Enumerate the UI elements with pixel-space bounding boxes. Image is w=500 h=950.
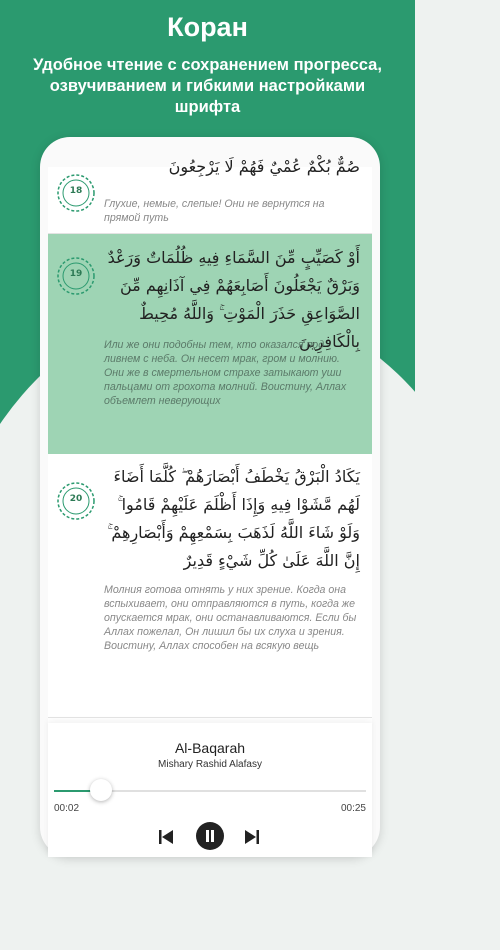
elapsed-time: 00:02 (54, 803, 80, 814)
audio-player (48, 723, 372, 857)
verse-item[interactable] (48, 455, 372, 718)
translation-text: Молния готова отнять у них зрение. Когда она вспыхивает, они отправляются в путь, когда же опускается мрак, они останавливаются. Если бы Аллах пожелал, Он лишил бы их слуха и зрения. Воистину, Аллах способен на всякую вещь (104, 584, 357, 652)
verse-number: 18 (69, 186, 83, 196)
seek-bar[interactable] (54, 790, 366, 792)
total-time: 00:25 (340, 803, 366, 814)
promo-subtitle: Удобное чтение с сохранением прогресса, озвучиванием и гибкими настройками шрифта (33, 56, 382, 116)
phone-frame (40, 137, 380, 857)
arabic-text: يَكَادُ الْبَرْقُ يَخْطَفُ أَبْصَارَهُمْ ۖ كُلَّمَا أَضَاءَ لَهُم مَّشَوْا فِيهِ وَإِذَا أَظْلَمَ عَلَيْهِمْ قَامُوا ۚ وَلَوْ شَاءَ اللَّهُ لَذَهَبَ بِسَمْعِهِمْ وَأَبْصَارِهِمْ ۚ إِنَّ اللَّهَ عَلَىٰ كُلِّ شَيْءٍ قَدِيرٌ (107, 467, 360, 570)
reader-screen[interactable] (48, 157, 372, 857)
surah-title: Al-Baqarah (174, 740, 246, 756)
pause-icon (196, 822, 224, 850)
verse-number: 19 (69, 269, 83, 279)
verse-item[interactable] (48, 137, 372, 234)
translation-text: Глухие, немые, слепые! Они не вернутся на прямой путь (104, 198, 325, 224)
arabic-text: صُمٌّ بُكْمٌ عُمْيٌ فَهُمْ لَا يَرْجِعُونَ (168, 157, 360, 176)
verse-item-active[interactable] (48, 234, 372, 454)
pause-button[interactable] (196, 822, 224, 850)
seek-thumb[interactable] (90, 779, 112, 801)
promo-title: Коран (167, 12, 248, 42)
verse-number-badge (56, 481, 96, 521)
translation-text: Или же они подобны тем, кто оказался под ливнем с неба. Он несет мрак, гром и молнию. Они же в смертельном страхе затыкают уши пальцами от грохота молний. Воистину, Аллах объемлет неверующих (104, 339, 347, 407)
next-icon[interactable] (244, 829, 260, 845)
verse-number-badge (56, 256, 96, 296)
arabic-text: أَوْ كَصَيِّبٍ مِّنَ السَّمَاءِ فِيهِ ظُلُمَاتٌ وَرَعْدٌ وَبَرْقٌ يَجْعَلُونَ أَصَابِعَهُمْ فِي آذَانِهِم مِّنَ الصَّوَاعِقِ حَذَرَ الْمَوْتِ ۚ وَاللَّهُ مُحِيطٌ بِالْكَافِرِينَ (107, 248, 360, 351)
previous-icon[interactable] (158, 829, 174, 845)
verse-number-badge (56, 173, 96, 213)
verse-number: 20 (69, 494, 83, 504)
reciter-name: Mishary Rashid Alafasy (158, 759, 262, 770)
